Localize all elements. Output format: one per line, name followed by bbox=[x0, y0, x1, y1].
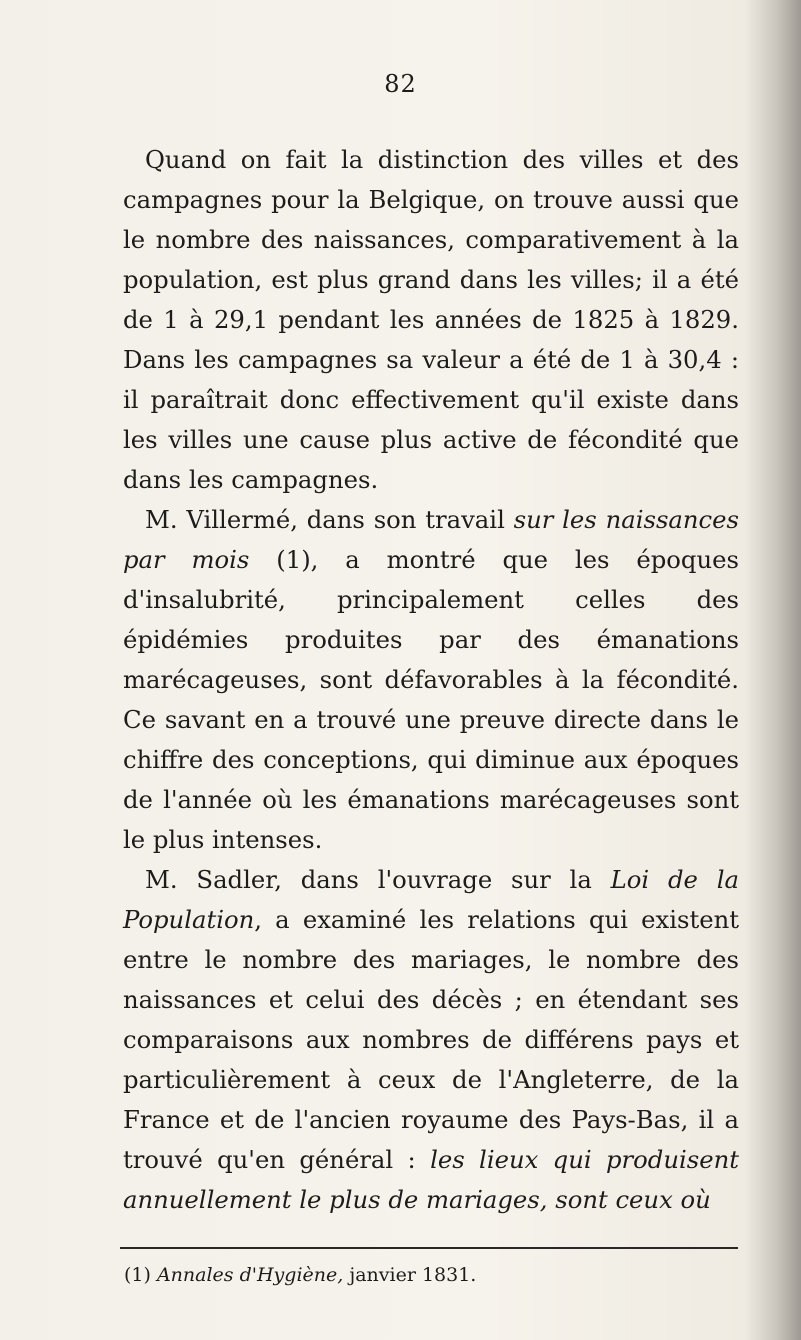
paragraph-3-continuation: , a examiné les relations qui existent entre le nombre des mariages, le nombre des naissances et celui des décès ; en étendant ses comparaisons aux nombres de différens pays et particulièrement à ceux de l'Angleterre, de la France et de l'ancien royaume des Pays-Bas, il a trouvé qu'en général : bbox=[123, 905, 739, 1174]
paragraph-2 bbox=[123, 500, 739, 860]
paragraph-2-text: M. Villermé, dans son travail bbox=[145, 505, 514, 534]
paragraph-3-italic-title: Loi de la Population bbox=[123, 865, 739, 934]
footnote-marker: (1) bbox=[124, 1264, 157, 1286]
footnote-journal-title: Annales d'Hygiène, bbox=[156, 1264, 344, 1286]
body-text bbox=[123, 140, 739, 1220]
paragraph-3-italic-quote: les lieux qui produisent annuellement le plus de mariages, sont ceux où bbox=[123, 1145, 740, 1214]
paragraph-3 bbox=[123, 860, 739, 1220]
paragraph-1: Quand on fait la distinction des villes et des campagnes pour la Belgique, on trouve aussi que le nombre des naissances, comparativement à la population, est plus grand dans les villes; il a été de 1 à 29,1 pendant les années de 1825 à 1829. Dans les campagnes sa valeur a été de 1 à 30,4 : il paraîtrait donc effectivement qu'il existe dans les villes une cause plus active de fécondité que dans les campagnes. bbox=[123, 145, 739, 494]
paragraph-3-text: M. Sadler, dans l'ouvrage sur la bbox=[145, 865, 611, 894]
footnote-separator-rule bbox=[120, 1247, 738, 1249]
page-number: 82 bbox=[384, 70, 417, 98]
footnote-date: janvier 1831. bbox=[343, 1264, 477, 1286]
footnote bbox=[124, 1262, 744, 1288]
paragraph-2-italic-title: sur les naissances par mois bbox=[123, 505, 739, 574]
paragraph-2-continuation: (1), a montré que les époques d'insalubrité, principalement celles des épidémies produites par des émanations marécageuses, sont défavorables à la fécondité. Ce savant en a trouvé une preuve directe dans le chiffre des conceptions, qui diminue aux époques de l'année où les émanations marécageuses sont le plus intenses. bbox=[123, 545, 739, 854]
